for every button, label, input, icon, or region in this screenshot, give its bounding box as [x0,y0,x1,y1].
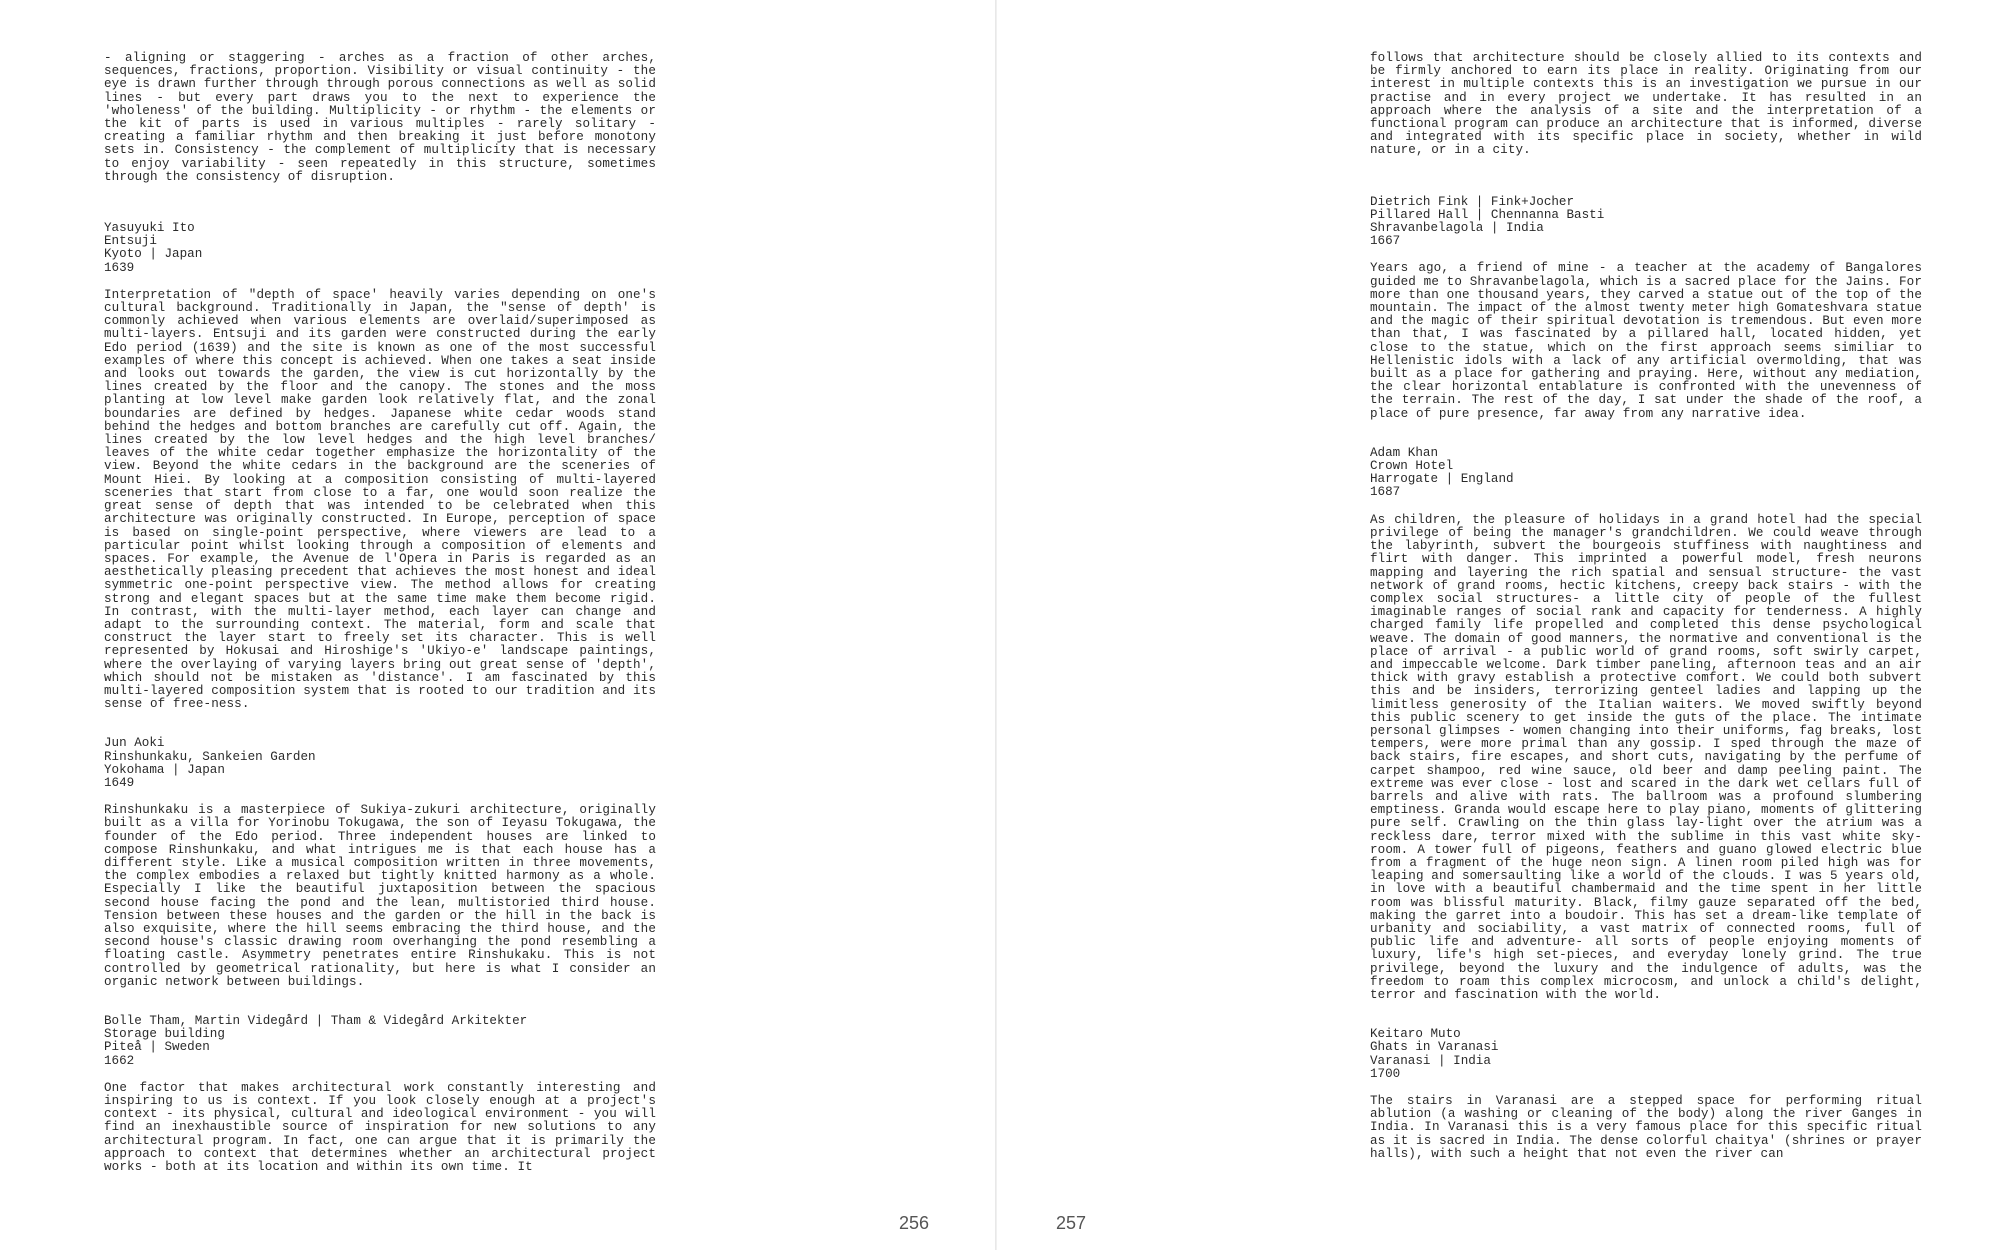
left-text-column [104,52,656,1200]
entry-heading: Jun Aoki Rinshunkaku, Sankeien Garden Yokohama | Japan 1649 [104,736,316,790]
entry-text: Years ago, a friend of mine - a teacher at the academy of Bangalores guided me to Shravanbelagola, which is a sacred place for the Jains. For more than one thousand years, they carved a statue out of the top of the mountain. The impact of the almost twenty meter high Gomateshvara statue and the magic of their spiritual devotation is tremendous. But even more than that, I was fascinated by a pillared hall, located hidden, yet close to the statue, which on the first approach seems similiar to Hellenistic idols with a lack of any artificial overmolding, that was built as a place for gathering and praying. Here, without any mediation, the clear horizontal entablature is confronted with the unevenness of the terrain. The rest of the day, I sat under the shade of the roof, a place of pure presence, far away from any narrative idea. [1370,261,1922,421]
right-intro-paragraph: follows that architecture should be closely allied to its contexts and be firmly anchored to earn its place in reality. Originating from our interest in multiple contexts this is an investigation we pursue in our practise and in every project we undertake. It has resulted in an approach where the analysis of a site and the interpretation of a functional program can produce an architecture that is informed, diverse and integrated with its specific place in society, whether in wild nature, or in a city. [1370,51,1922,158]
entry-aoki [104,737,656,989]
entry-text: One factor that makes architectural work constantly interesting and inspiring to us is context. If you look closely enough at a project's context - its physical, cultural and ideological environment - you will find an inexhaustible source of inspiration for new solutions to any architectural program. In fact, one can argue that it is primarily the approach to context that determines whether an architectural project works - both at its location and within its own time. It [104,1080,656,1175]
entry-text: As children, the pleasure of holidays in a grand hotel had the special privilege of being the manager's grandchildren. We could weave through the labyrinth, subvert the bourgeois stuffiness with naughtiness and flirt with danger. This imprinted a powerful model, fresh neurons mapping and layering the rich spatial and sensual structure- the vast network of grand rooms, hectic kitchens, creepy back stairs - with the complex social structures- a little city of people of the fullest imaginable ranges of social rank and capacity for tenderness. A highly charged family life propelled and completed this dense psychological weave. The domain of good manners, the normative and conventional is the place of arrival - a public world of grand rooms, soft swirly carpet, and impeccable welcome. Dark timber paneling, afternoon teas and an air thick with gravy establish a protective comfort. We could both subvert this and be insiders, terrorizing genteel ladies and lapping up the limitless generosity of the Italian waiters. We moved swiftly beyond this public scenery to get inside the guts of the place. The intimate personal glimpses - women changing into their uniforms, fag breaks, lost tempers, were more primal than any gossip. I sped through the maze of back stairs, fire escapes, and short cuts, navigating by the perfume of carpet shampoo, red wine sauce, old beer and damp peeling paint. The extreme was ever close - lost and scared in the dark wet cellars full of barrels and alive with rats. The ballroom was a profound slumbering emptiness. Granda would escape here to play piano, moments of glittering pure self. Crawling on the thin glass lay-light over the atrium was a reckless dare, terror mixed with the sublime in this vast white sky-room. A tower full of pigeons, feathers and guano glowed electric blue from a fragment of the huge neon sign. A linen room piled high was for leaping and somersaulting like a world of the clouds. I was 5 years old, in love with a beautiful chambermaid and the time spent in her little room was blissful maturity. Black, filmy gauze separated off the bed, making the garret into a boudoir. This has set a dream-like template of urbanity and sociability, a vast matrix of connected rooms, full of public life and adventure- all sorts of people enjoying moments of luxury, life's high set-pieces, and everyday lonely grind. The true privilege, beyond the luxury and the indulgence of adults, was the freedom to roam this complex microcosm, and unlock a child's delight, terror and fascination with the world. [1370,512,1922,1002]
right-text-column [1370,52,1922,1187]
entry-heading: Yasuyuki Ito Entsuji Kyoto | Japan 1639 [104,221,203,275]
entry-tham-videgard [104,1015,656,1174]
left-intro-paragraph: - aligning or staggering - arches as a fraction of other arches, sequences, fractions, proportion. Visibility or visual continuity - the eye is drawn further through through porous connections as well as solid lines - but every part draws you to the next to experience the 'wholeness' of the building. Multiplicity - or rhythm - the elements or the kit of parts is used in various multiples - rarely solitary - creating a familiar rhythm and then breaking it just before monotony sets in. Consistency - the complement of multiplicity that is necessary to enjoy variability - seen repeatedly in this structure, sometimes through the consistency of disruption. [104,51,656,184]
entry-heading: Adam Khan Crown Hotel Harrogate | England 1687 [1370,445,1514,500]
entry-khan [1370,447,1922,1002]
entry-heading: Keitaro Muto Ghats in Varanasi Varanasi | India 1700 [1370,1027,1499,1081]
entry-muto [1370,1028,1922,1161]
entry-text: The stairs in Varanasi are a stepped space for performing ritual ablution (a washing or cleaning of the body) along the river Ganges in India. In Varanasi this is a very famous place for this specific ritual as it is sacred in India. The dense colorful chaitya' (shrines or prayer halls), with such a height that not even the river can [1370,1094,1922,1161]
entry-fink [1370,196,1922,421]
entry-text: Interpretation of "depth of space' heavily varies depending on one's cultural background. Traditionally in Japan, the "sense of depth' is commonly achieved when various elements are overlaid/superimposed as multi-layers. Entsuji and its garden were constructed during the early Edo period (1639) and the site is known as one of the most successful examples of where this concept is achieved. When one takes a seat inside and looks out towards the garden, the view is cut horizontally by the lines created by the floor and the canopy. The stones and the moss planting at low level make garden look relatively flat, and the zonal boundaries are defined by hedges. Japanese white cedar woods stand behind the hedges and bottom branches are carefully cut off. Again, the lines created by the low level hedges and the high level branches/ leaves of the white cedar together emphasize the horizontality of the view. Beyond the white cedars in the background are the sceneries of Mount Hiei. By looking at a composition consisting of multi-layered sceneries that start from close to a far, one would soon realize the great sense of depth that was intended to be celebrated when this architecture was originally constructed. In Europe, perception of space is based on single-point perspective, where viewers are lead to a particular point whilst looking through a composition of elements and spaces. For example, the Avenue de l'Opera in Paris is regarded as an aesthetically pleasing precedent that achieves the most honest and ideal symmetric one-point perspective view. The method allows for creating strong and elegant spaces but at the same time make them become rigid. In contrast, with the multi-layer method, each layer can change and adapt to the surrounding context. The material, form and scale that construct the layer start to freely set its character. This is well represented by Hokusai and Hiroshige's 'Ukiyo-e' landscape paintings, where the overlaying of varying layers bring out great sense of 'depth', which should not be mistaken as 'distance'. I am fascinated by this multi-layered composition system that is rooted to our tradition and its sense of free-ness. [104,287,656,712]
page-number: 256 [899,1213,930,1233]
page-number: 257 [1056,1213,1087,1233]
entry-heading: Bolle Tham, Martin Videgård | Tham & Videgård Arkitekter Storage building Piteå | Sweden 1662 [104,1014,528,1068]
entry-text: Rinshunkaku is a masterpiece of Sukiya-zukuri architecture, originally built as a villa for Yorinobu Tokugawa, the son of Ieyasu Tokugawa, the founder of the Edo period. Three independent houses are linked to compose Rinshunkaku, and what intrigues me is that each house has a different style. Like a musical composition written in three movements, the complex embodies a relaxed but tightly knitted harmony as a whole. Especially I like the beautiful juxtaposition between the spacious second house facing the pond and the lean, multistoried third house. Tension between these houses and the garden or the hill in the back is also exquisite, where the hill seems embracing the third house, and the second house's classic drawing room overhanging the pond resembling a floating castle. Asymmetry penetrates entire Rinshukaku. This is not controlled by geometrical rationality, but here is what I consider an organic network between buildings. [104,803,656,989]
entry-heading: Dietrich Fink | Fink+Jocher Pillared Hall | Chennanna Basti Shravanbelagola | India 1667 [1370,194,1605,249]
entry-ito [104,222,656,711]
left-page [0,0,995,1250]
right-page [996,0,2000,1250]
